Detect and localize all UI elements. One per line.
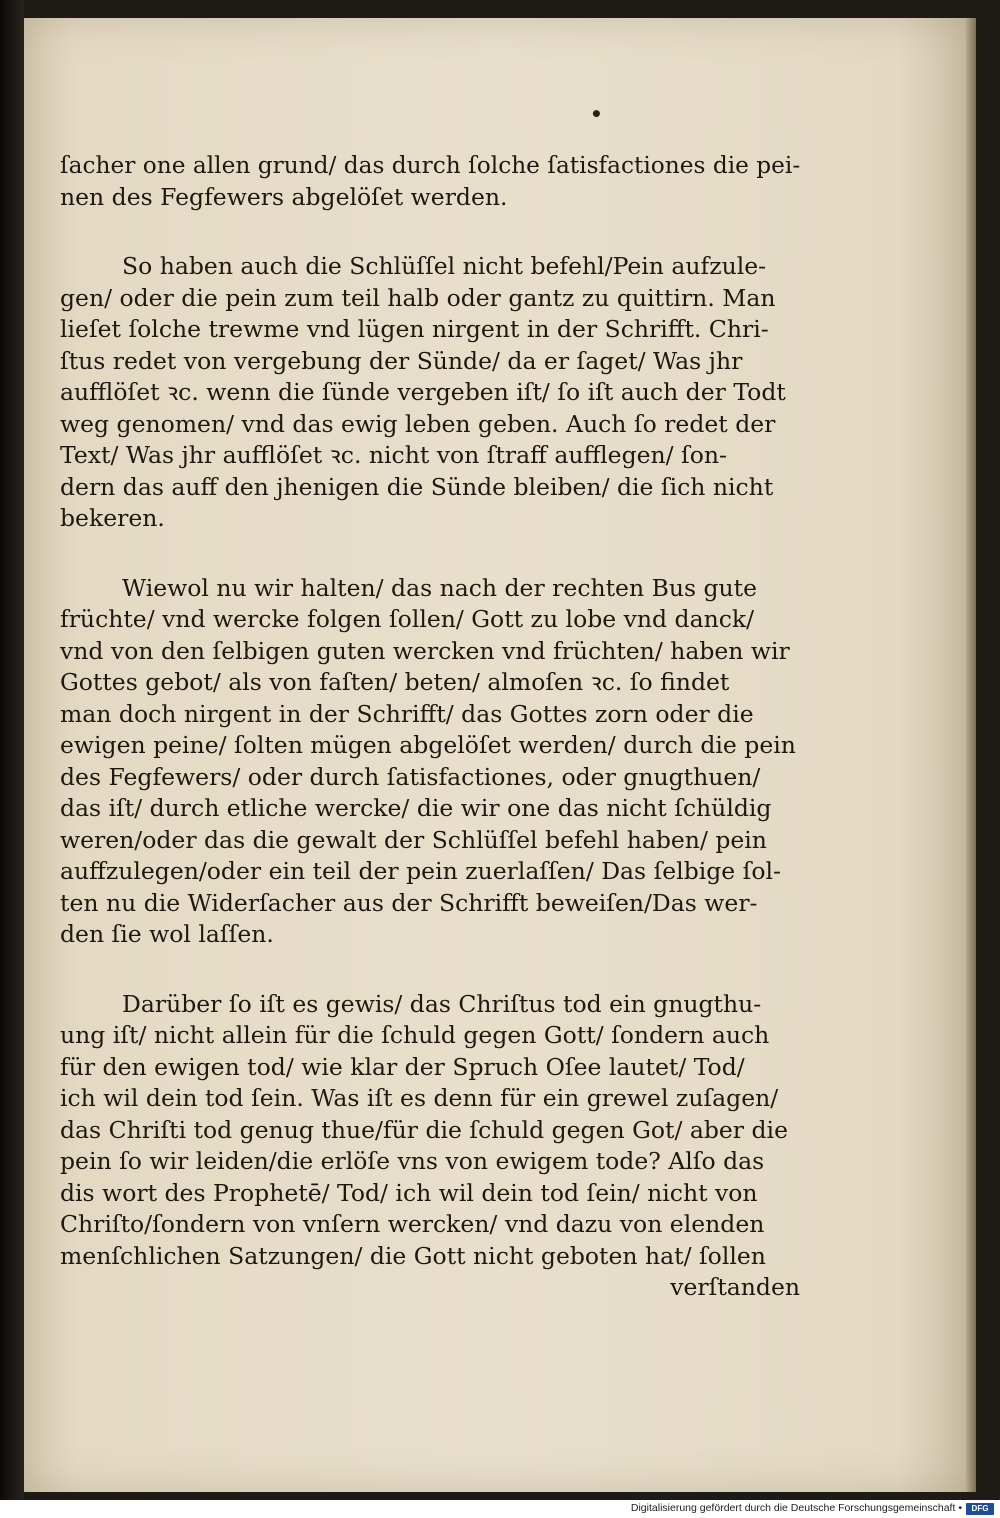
text-line: weren/oder das die gewalt der Schlüſſel befehl haben/ pein (60, 825, 767, 854)
text-line: auffzulegen/oder ein teil der pein zuerlaſſen/ Das ſelbige ſol- (60, 857, 781, 885)
text-line: weg genomen/ vnd das ewig leben geben. Auch ſo redet der (60, 409, 776, 438)
page-edge (966, 18, 976, 1492)
text-line: Gottes gebot/ als von faſten/ beten/ almoſen ꝛc. ſo findet (60, 668, 730, 696)
text-line: vnd von den ſelbigen guten wercken vnd früchten/ haben wir (60, 636, 790, 665)
text-line: ſtus redet von vergebung der Sünde/ da er ſaget/ Was jhr (60, 346, 743, 375)
page-marker: • (590, 102, 603, 126)
text-line: ung iſt/ nicht allein für die ſchuld gegen Gott/ ſondern auch (60, 1021, 770, 1049)
paragraph-1 (60, 150, 800, 213)
paragraph-2 (60, 251, 800, 535)
text-line: dern das auff den jhenigen die Sünde bleiben/ die ſich nicht (60, 472, 774, 501)
text-line: des Fegfewers/ oder durch ſatisfactiones, oder gnugthuen/ (60, 762, 761, 791)
book-spine (0, 0, 24, 1500)
text-line: das Chriſti tod genug thue/für die ſchuld gegen Got/ aber die (60, 1115, 788, 1144)
text-line: gen/ oder die pein zum teil halb oder gantz zu quittirn. Man (60, 283, 776, 312)
text-line: So haben auch die Schlüſſel nicht befehl/Pein aufzule- (122, 252, 767, 280)
text-line: lieſet ſolche trewme vnd lügen nirgent in der Schrifft. Chri- (60, 315, 769, 343)
funding-credit: Digitalisierung gefördert durch die Deutsche Forschungsgemeinschaft • (630, 1502, 962, 1514)
text-line: dis wort des Prophetē/ Tod/ ich wil dein tod ſein/ nicht von (60, 1178, 758, 1207)
page-text (60, 150, 800, 1304)
catchword: verſtanden (670, 1273, 800, 1301)
text-line: Wiewol nu wir halten/ das nach der rechten Bus gute (122, 573, 758, 602)
text-line: den ſie wol laſſen. (60, 920, 274, 948)
text-line: aufflöſet ꝛc. wenn die ſünde vergeben iſt/ ſo iſt auch der Todt (60, 378, 786, 406)
text-line: bekeren. (60, 504, 165, 532)
text-line: Darüber ſo iſt es gewis/ das Chriſtus tod ein gnugthu- (122, 989, 762, 1018)
text-line: ten nu die Widerſacher aus der Schrifft beweiſen/Das wer- (60, 888, 758, 917)
text-line: ewigen peine/ ſolten mügen abgelöſet werden/ durch die pein (60, 731, 796, 759)
text-line: das iſt/ durch etliche wercke/ die wir one das nicht ſchüldig (60, 794, 772, 822)
text-line: menſchlichen Satzungen/ die Gott nicht geboten hat/ ſollen (60, 1241, 766, 1270)
text-line: pein ſo wir leiden/die erlöſe vns von ewigem tode? Alſo das (60, 1147, 765, 1175)
paragraph-4 (60, 989, 800, 1273)
dfg-logo: DFG (966, 1503, 994, 1515)
text-line: man doch nirgent in der Schrifft/ das Gottes zorn oder die (60, 699, 754, 728)
text-line: Chriſto/ſondern von vnſern wercken/ vnd dazu von elenden (60, 1210, 765, 1238)
footer-bar (0, 1500, 1000, 1518)
text-line: ſacher one allen grund/ das durch ſolche ſatisfactiones die pei- (60, 151, 801, 179)
text-line: Text/ Was jhr aufflöſet ꝛc. nicht von ſtraff aufflegen/ ſon- (60, 441, 727, 469)
text-line: für den ewigen tod/ wie klar der Spruch Oſee lautet/ Tod/ (60, 1052, 745, 1081)
paragraph-3 (60, 573, 800, 951)
text-line: ich wil dein tod ſein. Was iſt es denn für ein grewel zuſagen/ (60, 1084, 779, 1112)
text-line: nen des Fegfewers abgelöſet werden. (60, 182, 508, 211)
text-line: früchte/ vnd wercke folgen ſollen/ Gott zu lobe vnd danck/ (60, 605, 755, 633)
